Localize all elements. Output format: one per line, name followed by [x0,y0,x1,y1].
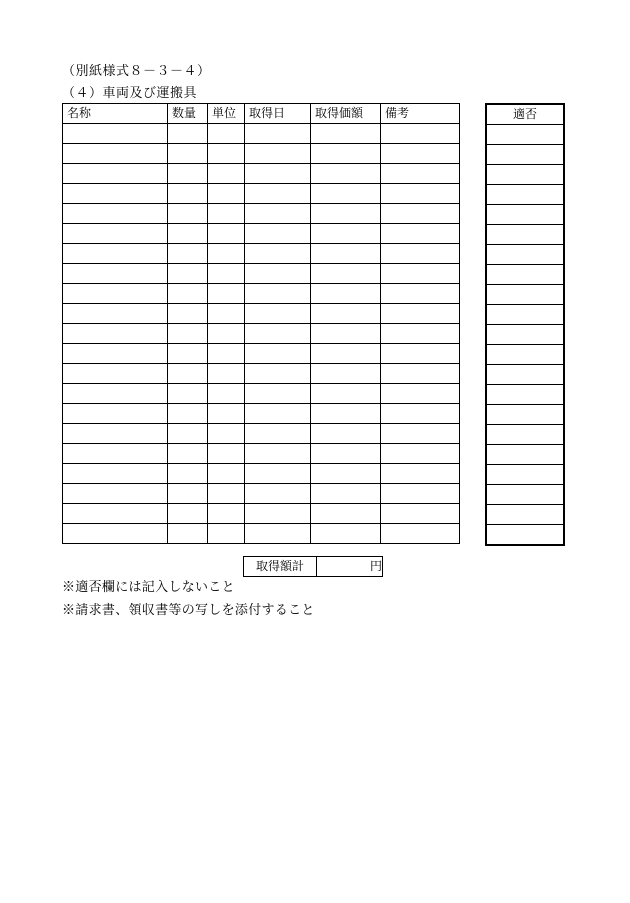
table-cell[interactable] [311,484,381,504]
column-header-judgement: 適否 [486,104,564,125]
table-row [63,464,460,484]
judgement-cell [486,445,564,465]
judgement-cell [486,205,564,225]
judgement-cell [486,125,564,145]
table-cell[interactable] [311,504,381,524]
table-cell[interactable] [245,184,311,204]
table-cell[interactable] [381,324,460,344]
table-cell[interactable] [311,304,381,324]
table-row [486,125,564,145]
table-cell[interactable] [381,184,460,204]
table-cell[interactable] [381,504,460,524]
table-cell[interactable] [245,144,311,164]
table-cell[interactable] [381,424,460,444]
table-cell[interactable] [245,524,311,544]
table-cell[interactable] [63,304,168,324]
table-cell[interactable] [168,404,208,424]
table-row [486,425,564,445]
table-cell[interactable] [245,204,311,224]
table-cell[interactable] [245,224,311,244]
table-cell[interactable] [311,384,381,404]
table-cell[interactable] [208,484,245,504]
table-cell[interactable] [381,444,460,464]
judgement-cell [486,485,564,505]
table-cell[interactable] [381,384,460,404]
judgement-cell [486,345,564,365]
table-row [63,164,460,184]
table-cell[interactable] [381,224,460,244]
total-table [243,556,383,577]
table-cell[interactable] [245,504,311,524]
table-cell[interactable] [208,384,245,404]
table-cell[interactable] [245,244,311,264]
table-cell[interactable] [245,464,311,484]
table-cell[interactable] [311,404,381,424]
table-cell[interactable] [311,444,381,464]
table-cell[interactable] [63,484,168,504]
table-cell[interactable] [168,444,208,464]
table-cell[interactable] [168,344,208,364]
table-cell[interactable] [168,464,208,484]
table-row [244,557,383,577]
table-row [63,304,460,324]
table-cell[interactable] [245,164,311,184]
table-cell[interactable] [311,144,381,164]
table-cell[interactable] [63,404,168,424]
table-cell[interactable] [208,184,245,204]
table-cell[interactable] [208,204,245,224]
judgement-cell [486,305,564,325]
table-row [486,305,564,325]
table-cell[interactable] [311,524,381,544]
table-row [486,505,564,525]
table-row [63,284,460,304]
table-row [63,344,460,364]
judgement-cell [486,325,564,345]
table-cell[interactable] [245,484,311,504]
table-row [486,345,564,365]
column-header-name: 名称 [63,104,168,124]
table-row [486,285,564,305]
total-value[interactable]: 円 [317,557,383,577]
table-cell[interactable] [208,164,245,184]
table-cell[interactable] [63,364,168,384]
table-cell[interactable] [208,404,245,424]
table-row [63,364,460,384]
table-cell[interactable] [311,424,381,444]
table-cell[interactable] [208,344,245,364]
table-cell[interactable] [245,324,311,344]
table-cell[interactable] [208,284,245,304]
table-cell[interactable] [168,424,208,444]
table-cell[interactable] [208,304,245,324]
table-cell[interactable] [63,244,168,264]
table-cell[interactable] [168,204,208,224]
judgement-cell [486,245,564,265]
table-cell[interactable] [63,424,168,444]
table-row [486,145,564,165]
table-cell[interactable] [311,324,381,344]
table-cell[interactable] [208,144,245,164]
judgement-cell [486,385,564,405]
table-row [63,524,460,544]
table-cell[interactable] [311,164,381,184]
table-cell[interactable] [63,184,168,204]
table-cell[interactable] [168,164,208,184]
table-cell[interactable] [63,344,168,364]
table-row [486,325,564,345]
table-row [486,405,564,425]
table-cell[interactable] [208,364,245,384]
table-cell[interactable] [245,304,311,324]
table-cell[interactable] [168,324,208,344]
table-cell[interactable] [381,344,460,364]
table-cell[interactable] [63,384,168,404]
table-row [63,144,460,164]
table-row [486,205,564,225]
table-row [486,165,564,185]
table-cell[interactable] [381,524,460,544]
table-cell[interactable] [168,144,208,164]
table-row [486,445,564,465]
table-cell[interactable] [245,404,311,424]
judgement-cell [486,425,564,445]
table-cell[interactable] [63,164,168,184]
table-row [63,324,460,344]
note-attachments: ※請求書、領収書等の写しを添付すること [62,602,315,617]
table-cell[interactable] [168,124,208,144]
table-cell[interactable] [245,444,311,464]
table-cell[interactable] [208,504,245,524]
column-header-unit: 単位 [208,104,245,124]
table-cell[interactable] [63,284,168,304]
table-cell[interactable] [245,384,311,404]
table-row [486,245,564,265]
table-row [63,264,460,284]
table-cell[interactable] [208,464,245,484]
table-row [486,525,564,546]
table-cell[interactable] [168,364,208,384]
table-cell[interactable] [168,484,208,504]
table-cell[interactable] [311,464,381,484]
table-cell[interactable] [381,124,460,144]
form-code: （別紙様式８－３－４） [62,63,211,78]
table-cell[interactable] [168,284,208,304]
table-cell[interactable] [63,204,168,224]
table-cell[interactable] [311,264,381,284]
table-row [486,225,564,245]
table-cell[interactable] [245,344,311,364]
judgement-header-row [486,104,564,125]
table-cell[interactable] [63,144,168,164]
table-row [486,365,564,385]
table-cell[interactable] [168,384,208,404]
table-cell[interactable] [168,224,208,244]
table-cell[interactable] [63,444,168,464]
table-row [63,244,460,264]
note-judgement: ※適否欄には記入しないこと [62,579,235,594]
table-row [63,124,460,144]
table-row [486,265,564,285]
table-row [63,444,460,464]
table-row [486,385,564,405]
table-cell[interactable] [245,264,311,284]
judgement-cell [486,285,564,305]
table-cell[interactable] [245,124,311,144]
table-cell[interactable] [245,284,311,304]
table-cell[interactable] [381,144,460,164]
table-cell[interactable] [381,264,460,284]
judgement-cell [486,165,564,185]
judgement-table [485,103,565,546]
judgement-cell [486,525,564,546]
table-cell[interactable] [245,364,311,384]
section-title: （４）車両及び運搬具 [62,85,198,100]
table-row [63,204,460,224]
table-row [63,384,460,404]
table-cell[interactable] [168,184,208,204]
table-cell[interactable] [381,304,460,324]
table-cell[interactable] [208,424,245,444]
column-header-acquisition-price: 取得価額 [311,104,381,124]
table-cell[interactable] [381,284,460,304]
table-cell[interactable] [381,244,460,264]
judgement-cell [486,505,564,525]
table-cell[interactable] [245,424,311,444]
judgement-cell [486,465,564,485]
table-cell[interactable] [381,204,460,224]
table-cell[interactable] [63,324,168,344]
table-row [63,404,460,424]
table-cell[interactable] [311,224,381,244]
table-cell[interactable] [381,404,460,424]
table-cell[interactable] [381,164,460,184]
asset-table [62,103,460,544]
table-cell[interactable] [311,344,381,364]
column-header-acquisition-date: 取得日 [245,104,311,124]
table-cell[interactable] [168,244,208,264]
table-cell[interactable] [168,524,208,544]
table-cell[interactable] [381,484,460,504]
judgement-cell [486,225,564,245]
table-cell[interactable] [168,264,208,284]
table-cell[interactable] [311,204,381,224]
table-cell[interactable] [208,524,245,544]
table-row [63,184,460,204]
table-row [63,224,460,244]
table-cell[interactable] [208,264,245,284]
table-cell[interactable] [311,284,381,304]
table-cell[interactable] [208,444,245,464]
table-cell[interactable] [168,304,208,324]
table-cell[interactable] [208,224,245,244]
table-cell[interactable] [311,364,381,384]
table-header-row [63,104,460,124]
table-row [63,424,460,444]
table-cell[interactable] [381,364,460,384]
table-cell[interactable] [63,504,168,524]
total-label: 取得額計 [244,557,317,577]
column-header-remarks: 備考 [381,104,460,124]
table-cell[interactable] [168,504,208,524]
table-cell[interactable] [208,324,245,344]
table-cell[interactable] [63,224,168,244]
judgement-cell [486,265,564,285]
table-row [486,485,564,505]
table-cell[interactable] [63,124,168,144]
table-row [486,465,564,485]
column-header-quantity: 数量 [168,104,208,124]
table-cell[interactable] [208,124,245,144]
table-row [63,504,460,524]
table-row [63,484,460,504]
judgement-cell [486,405,564,425]
table-row [486,185,564,205]
table-cell[interactable] [208,244,245,264]
judgement-cell [486,365,564,385]
table-cell[interactable] [63,464,168,484]
table-cell[interactable] [63,264,168,284]
table-cell[interactable] [311,244,381,264]
table-cell[interactable] [63,524,168,544]
judgement-cell [486,185,564,205]
table-cell[interactable] [311,124,381,144]
judgement-cell [486,145,564,165]
table-cell[interactable] [311,184,381,204]
table-cell[interactable] [381,464,460,484]
